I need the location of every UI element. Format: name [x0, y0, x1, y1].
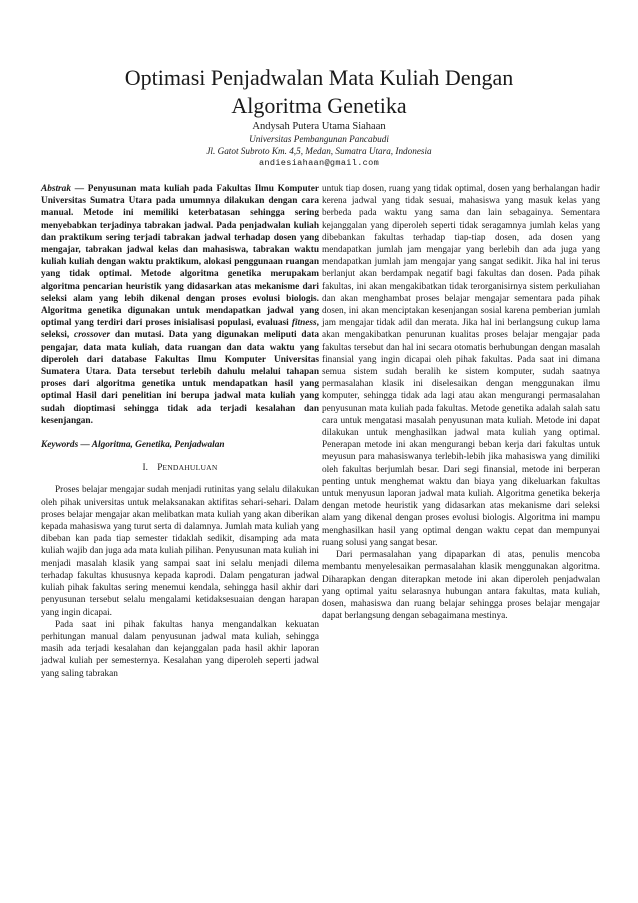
left-column: [41, 183, 319, 680]
author-email[interactable]: andiesiahaan@gmail.com: [258, 158, 380, 168]
intro-paragraph-1: Proses belajar mengajar sudah menjadi rutinitas yang selalu dilakukan oleh pihak universitas untuk melaksanakan aktifitas sehari-sehari. Dalam proses belajar mengajar akan melibatkan mata kuliah yang akan diberikan kepada mahasiswa yang turut serta di dalamnya. Jumlah mata kuliah yang dibeban kan pada tiap semester tidaklah sedikit, disamping ada mata kuliah wajib dan juga ada mata kuliah pilihan. Penyusunan mata kuliah ini menjadi masalah klasik yang sampai saat ini selalu menjadi dilema terhadap fakultas khususnya kepada kaprodi. Dalam pengaturan jadwal kuliah pihak fakultas sering menemui kendala, sehingga hasil akhir dari penyusunan tersebut selalu mengalami ketidaksesuaian dengan harapan yang ingin dicapai.: [41, 485, 319, 618]
abstract-dash: —: [70, 184, 88, 194]
author-name: Andysah Putera Utama Siahaan: [252, 121, 386, 132]
section-heading-introduction: [41, 462, 319, 474]
keywords: Keywords — Algoritma, Genetika, Penjadwalan: [41, 440, 225, 451]
section-initial: P: [157, 463, 163, 474]
right-column: [322, 183, 600, 622]
section-number: I.: [142, 463, 148, 474]
paper-title-line-1: Optimasi Penjadwalan Mata Kuliah Dengan: [124, 65, 514, 90]
abstract-term-fitness: fitness: [291, 318, 317, 329]
abstract-label: Abstrak: [41, 184, 71, 194]
paper-title: [40, 64, 598, 120]
author-block: [40, 120, 598, 169]
abstract-text-1: Penyusunan mata kuliah pada Fakultas Ilmu Komputer Universitas Sumatra Utara pada umumnya dilakukan dengan cara manual. Metode ini memiliki keterbatasan sehingga sering menyebabkan terjadinya tabrakan jadwal. Pada penjadwalan kuliah dan praktikum sering terjadi tabrakan jadwal terhadap dosen yang mengajar, tabrakan jadwal kelas dan mahasiswa, tabrakan waktu kuliah kuliah dengan waktu praktikum, alokasi penggunaan ruangan yang tidak optimal. Metode algoritma genetika merupakam algoritma pencarian heuristik yang didasarkan atas mekanisme dari seleksi alam yang lebih dikenal dengan proses evolusi biologis. Algoritma genetika digunakan untuk mendapatkan jadwal yang optimal yang terdiri dari proses inisialisasi populasi, evaluasi: [41, 184, 319, 329]
abstract: [41, 183, 319, 427]
abstract-text-3: dan mutasi. Data yang digunakan meliputi data pengajar, data mata kuliah, data ruangan dan data waktu yang diperoleh dari database Fakultas Ilmu Komputer Universitas Sumatera Utara. Data tersebut terlebih dahulu melalui tahapan proses dari algoritma genetika untuk mendapatkan hasil yang optimal Hasil dari penelitian ini berupa jadwal mata kuliah yang sudah dioptimasi sehingga tidak ada terjadi kesalahan dan kesenjangan.: [41, 330, 319, 426]
author-address: Jl. Gatot Subroto Km. 4,5, Medan, Sumatra Utara, Indonesia: [206, 146, 432, 156]
section-rest: ENDAHULUAN: [162, 463, 218, 473]
intro-paragraph-3: Dari permasalahan yang dipaparkan di atas, penulis mencoba membantu menyelesaikan permasalahan klasik menggunakan algoritma. Diharapkan dengan diterapkan metode ini akan diperoleh penjadwalan yang optimal yaitu selarasnya hubungan antara fakultas, mata kuliah, dosen, mahasiswa dan ruang belajar sehingga proses belajar mengajar dapat berlangsung dengan sebagaimana mestinya.: [322, 550, 600, 622]
paper-title-line-2: Algoritma Genetika: [231, 93, 407, 118]
intro-paragraph-2: Pada saat ini pihak fakultas hanya mengandalkan kekuatan perhitungan manual dalam penyusunan jadwal mata kuliah, sehingga masih ada terjadi kesalahan dan kejanggalan pada hasil akhir laporan jadwal kuliah per semesternya. Kesalahan yang diperoleh seperti jadwal yang saling tabrakan: [41, 619, 319, 679]
author-affiliation: Universitas Pembangunan Pancabudi: [249, 134, 389, 144]
abstract-text-2: , seleksi,: [41, 318, 319, 341]
abstract-term-crossover: crossover: [73, 330, 111, 341]
intro-paragraph-2-continued: untuk tiap dosen, ruang yang tidak optimal, dosen yang berhalangan hadir kerena jadwal yang tidak sesuai, mahasiswa yang masuk kelas yang berbeda pada waktu yang sama dan lain sebagainya. Sementara kejanggalan yang diperoleh seperti tidak seragamnya jumlah kelas yang dibebankan fakultas terhadap tiap-tiap dosen, ada dosen yang mendapatkan jumlah jam mengajar yang berlebih dan ada juga yang mendapatkan jumlah jam mengajar yang sangat sedikit. Jika hal ini terus berlanjut akan berdampak negatif bagi fakultas dan dosen. Pada pihak fakultas, ini akan mengakibatkan tidak terorganisirnya sistem perkuliahan dan akan menghambat proses belajar mengajar sementara pada pihak dosen, ini akan menciptakan kesenjangan sosial karena pemberian jumlah jam mengajar tidak adil dan merata. Jika hal ini berlangsung cukup lama akan mengakibatkan penurunan kualitas proses belajar mengajar pada fakultas tersebut dan hal ini secara otomatis berhubungan dengan masalah finansial yang ingin dicapai oleh pihak fakultas. Pada saat ini dimana semua sistem sudah beralih ke sistem komputer, sudah saatnya permasalahan klasik ini diselesaikan dengan menggunakan ilmu komputer, sehingga tidak ada lagi atau akan mengurangi permasalahan penyusunan mata kuliah pada fakultas. Metode genetika adalah salah satu cara untuk mengatasi masalah penyusunan mata kuliah. Metode ini dapat dilakukan untuk menghasilkan jadwal mata kuliah yang optimal. Penerapan metode ini akan mengurangi beban kerja dari fakultas untuk meyusun para mahasiswanya terlebih-lebih jika mahasiswa yang dimiliki oleh fakultas berjumlah besar. Dari segi finansial, metode ini berperan penting untuk menghemat waktu dan biaya yang dikeluarkan fakultas untuk menyusun laporan jadwal mata kuliah. Algoritma genetika bekerja dengan metode heuristik yang didasarkan atas mekanisme dari seleksi alam yang dikenal dengan proses evolusi biologis. Algoritma ini mampu menghasilkan hasil yang optimal dengan waktu cepat dan mempunyai ruang solusi yang sangat besar.: [322, 184, 600, 548]
